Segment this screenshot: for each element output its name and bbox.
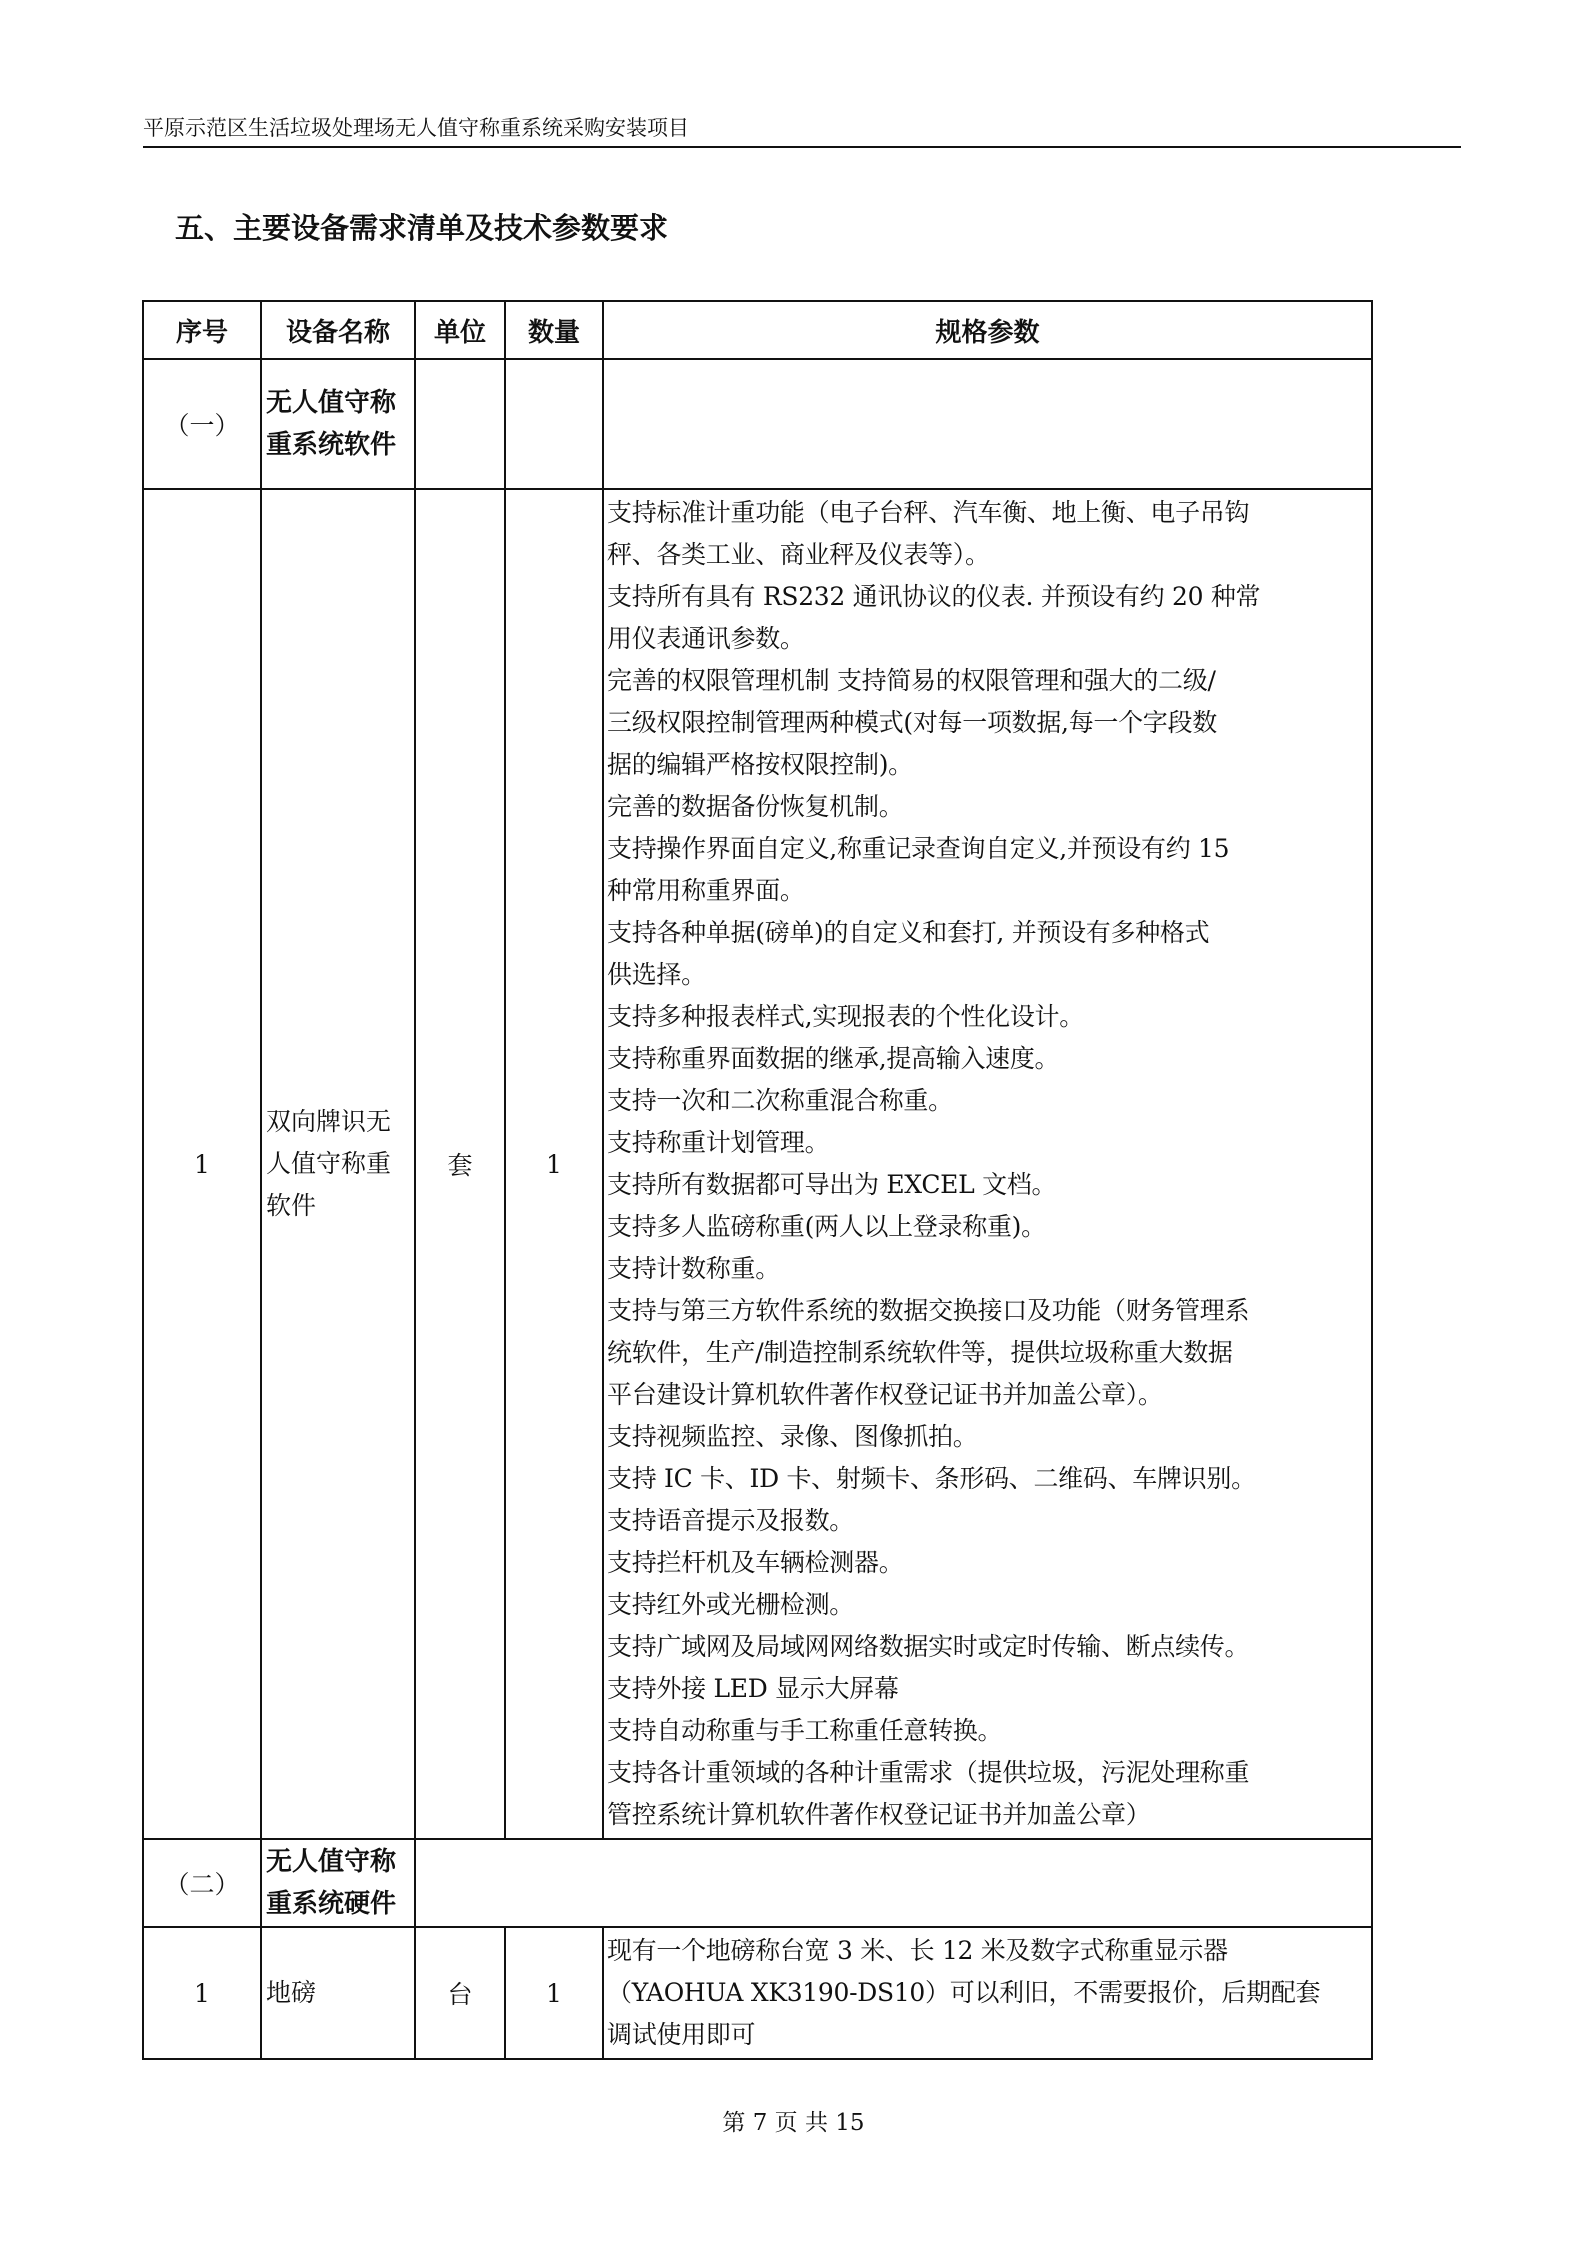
spec-line: 支持称重界面数据的继承,提高输入速度。 (607, 1044, 1060, 1073)
section-title: 五、主要设备需求清单及技术参数要求 (175, 211, 669, 245)
item-unit: 套 (415, 489, 505, 1839)
spec-line: 平台建设计算机软件著作权登记证书并加盖公章）。 (607, 1380, 1163, 1409)
group-name: 无人值守称重系统软件 (261, 359, 415, 489)
spec-line: 完善的数据备份恢复机制。 (607, 792, 904, 821)
table-row-group-software (143, 359, 1372, 489)
spec-line: （YAOHUA XK3190-DS10）可以利旧，不需要报价，后期配套 (607, 1978, 1321, 2007)
spec-line: 支持与第三方软件系统的数据交换接口及功能（财务管理系 (607, 1296, 1250, 1325)
header-spec: 规格参数 (603, 301, 1372, 359)
item-number: 1 (143, 489, 261, 1839)
spec-line: 秤、各类工业、商业秤及仪表等）。 (607, 540, 990, 569)
spec-line: 用仪表通讯参数。 (607, 624, 805, 653)
item-number: 1 (143, 1927, 261, 2059)
item-quantity: 1 (505, 489, 603, 1839)
spec-line: 据的编辑严格按权限控制)。 (607, 750, 913, 779)
empty-cell (415, 1839, 1372, 1927)
spec-line: 支持所有数据都可导出为 EXCEL 文档。 (607, 1170, 1057, 1199)
header-number: 序号 (143, 301, 261, 359)
document-header: 平原示范区生活垃圾处理场无人值守称重系统采购安装项目 (143, 112, 1461, 148)
equipment-spec-table (142, 300, 1373, 2060)
spec-line: 支持一次和二次称重混合称重。 (607, 1086, 953, 1115)
group-name: 无人值守称重系统硬件 (261, 1839, 415, 1927)
spec-line: 支持各种单据(磅单)的自定义和套打, 并预设有多种格式 (607, 918, 1210, 947)
item-name: 地磅 (261, 1927, 415, 2059)
table-row-group-hardware (143, 1839, 1372, 1927)
empty-cell (415, 359, 505, 489)
spec-line: 支持多人监磅称重(两人以上登录称重)。 (607, 1212, 1046, 1241)
item-name: 双向牌识无人值守称重软件 (261, 489, 415, 1839)
spec-line: 支持称重计划管理。 (607, 1128, 830, 1157)
table-header-row (143, 301, 1372, 359)
spec-line: 支持自动称重与手工称重任意转换。 (607, 1716, 1003, 1745)
spec-line: 种常用称重界面。 (607, 876, 805, 905)
group-number: （二） (143, 1839, 261, 1927)
empty-cell (603, 359, 1372, 489)
spec-line: 三级权限控制管理两种模式(对每一项数据,每一个字段数 (607, 708, 1217, 737)
spec-line: 支持标准计重功能（电子台秤、汽车衡、地上衡、电子吊钩 (607, 498, 1250, 527)
spec-line: 支持多种报表样式,实现报表的个性化设计。 (607, 1002, 1084, 1031)
spec-line: 支持拦杆机及车辆检测器。 (607, 1548, 904, 1577)
item-spec (603, 489, 1372, 1839)
spec-line: 统软件，生产/制造控制系统软件等，提供垃圾称重大数据 (607, 1338, 1233, 1367)
spec-line: 完善的权限管理机制 支持简易的权限管理和强大的二级/ (607, 666, 1216, 695)
group-number: （一） (143, 359, 261, 489)
spec-line: 支持各计重领域的各种计重需求（提供垃圾，污泥处理称重 (607, 1758, 1250, 1787)
header-device-name: 设备名称 (261, 301, 415, 359)
header-unit: 单位 (415, 301, 505, 359)
spec-line: 支持红外或光栅检测。 (607, 1590, 855, 1619)
spec-line: 支持语音提示及报数。 (607, 1506, 855, 1535)
table-row-item-software (143, 489, 1372, 1839)
spec-line: 支持所有具有 RS232 通讯协议的仪表. 并预设有约 20 种常 (607, 582, 1261, 611)
spec-line: 支持视频监控、录像、图像抓拍。 (607, 1422, 978, 1451)
spec-line: 供选择。 (607, 960, 706, 989)
spec-line: 支持计数称重。 (607, 1254, 780, 1283)
header-quantity: 数量 (505, 301, 603, 359)
spec-line: 调试使用即可 (607, 2020, 756, 2049)
spec-line: 管控系统计算机软件著作权登记证书并加盖公章） (607, 1800, 1151, 1829)
item-unit: 台 (415, 1927, 505, 2059)
item-quantity: 1 (505, 1927, 603, 2059)
item-spec (603, 1927, 1372, 2059)
spec-line: 支持 IC 卡、ID 卡、射频卡、条形码、二维码、车牌识别。 (607, 1464, 1256, 1493)
table-row-item-hardware (143, 1927, 1372, 2059)
spec-line: 现有一个地磅称台宽 3 米、长 12 米及数字式称重显示器 (607, 1936, 1228, 1965)
spec-line: 支持外接 LED 显示大屏幕 (607, 1674, 899, 1703)
spec-line: 支持操作界面自定义,称重记录查询自定义,并预设有约 15 (607, 834, 1230, 863)
spec-line: 支持广域网及局域网网络数据实时或定时传输、断点续传。 (607, 1632, 1250, 1661)
page-footer: 第 7 页 共 15 (722, 2110, 865, 2136)
empty-cell (505, 359, 603, 489)
